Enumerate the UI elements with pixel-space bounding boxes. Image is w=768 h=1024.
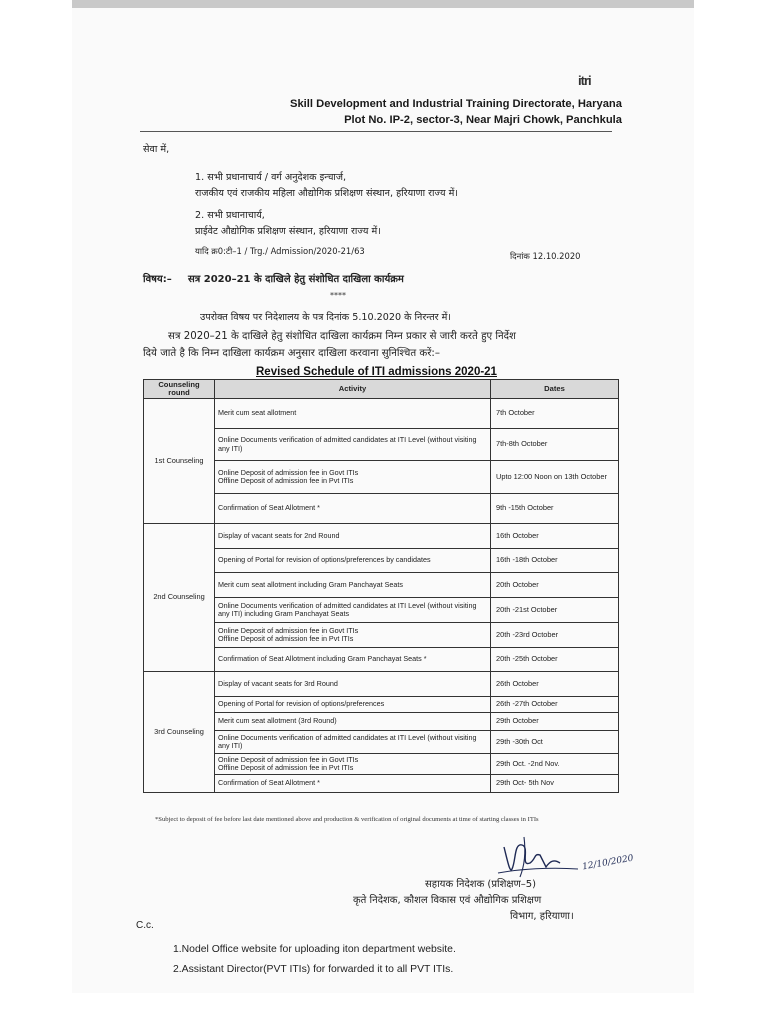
table-row <box>144 731 619 754</box>
logo-text: itri <box>578 73 591 88</box>
recipient-1-line1: 1. सभी प्रधानाचार्य / वर्ग अनुदेशक इन्चार्ज, <box>195 172 347 183</box>
date-cell: 7th-8th October <box>491 429 619 461</box>
viewer-top-bar <box>72 0 694 8</box>
activity-cell: Confirmation of Seat Allotment * <box>215 775 491 793</box>
subject-label: विषय:– <box>143 274 172 285</box>
header-dates: Dates <box>491 380 619 399</box>
activity-cell: Display of vacant seats for 3rd Round <box>215 672 491 697</box>
table-row <box>144 573 619 598</box>
table-row <box>144 672 619 697</box>
table-row <box>144 494 619 524</box>
subject-text: सत्र 2020–21 के दाखिले हेतु संशोधित दाखिला कार्यक्रम <box>188 274 404 285</box>
schedule-footnote: *Subject to deposit of fee before last date mentioned above and production & verification of original documents at time of starting classes in ITIs <box>155 816 539 823</box>
activity-cell: Online Deposit of admission fee in Govt ITIs Offline Deposit of admission fee in Pvt ITIs <box>215 623 491 648</box>
table-row <box>144 598 619 623</box>
itri-logo <box>578 70 614 88</box>
table-row <box>144 623 619 648</box>
paragraph-1: उपरोक्त विषय पर निदेशालय के पत्र दिनांक 5.10.2020 के निरन्तर में। <box>200 312 452 323</box>
activity-cell: Display of vacant seats for 2nd Round <box>215 524 491 549</box>
date-cell: 20th -25th October <box>491 648 619 672</box>
table-row <box>144 648 619 672</box>
schedule-title: Revised Schedule of ITI admissions 2020-21 <box>256 366 497 378</box>
letterhead <box>290 96 622 128</box>
letter-date: दिनांक 12.10.2020 <box>510 251 581 261</box>
activity-cell: Merit cum seat allotment including Gram Panchayat Seats <box>215 573 491 598</box>
table-row <box>144 775 619 793</box>
date-cell: 26th -27th October <box>491 697 619 713</box>
activity-cell: Merit cum seat allotment (3rd Round) <box>215 713 491 731</box>
date-cell: 16th October <box>491 524 619 549</box>
paragraph-2-line2: दिये जाते है कि निम्न दाखिला कार्यक्रम अनुसार दाखिला करवाना सुनिश्चित करें:– <box>143 348 440 359</box>
date-cell: 29th -30th Oct <box>491 731 619 754</box>
round-cell: 2nd Counseling <box>144 524 215 672</box>
activity-cell: Online Documents verification of admitted candidates at ITI Level (without visiting any ITI) <box>215 429 491 461</box>
date-cell: 26th October <box>491 672 619 697</box>
letterhead-divider <box>140 131 612 132</box>
table-row <box>144 524 619 549</box>
date-cell: 20th -21st October <box>491 598 619 623</box>
date-cell: 16th -18th October <box>491 549 619 573</box>
round-cell: 3rd Counseling <box>144 672 215 793</box>
memo-number: यादि क्र0:टी–1 / Trg./ Admission/2020-21/63 <box>195 246 365 256</box>
cc-item-2: 2.Assistant Director(PVT ITIs) for forwarded it to all PVT ITIs. <box>173 964 454 975</box>
header-round: Counseling round <box>144 380 215 399</box>
table-row <box>144 754 619 775</box>
org-name: Skill Development and Industrial Training Directorate, Haryana <box>290 98 622 110</box>
on-behalf-line2: विभाग, हरियाणा। <box>510 911 574 922</box>
activity-cell: Online Documents verification of admitted candidates at ITI Level (without visiting any ITI) <box>215 731 491 754</box>
admission-schedule-table <box>143 379 619 793</box>
activity-cell: Confirmation of Seat Allotment including Gram Panchayat Seats * <box>215 648 491 672</box>
table-row <box>144 549 619 573</box>
table-row <box>144 713 619 731</box>
activity-cell: Merit cum seat allotment <box>215 399 491 429</box>
date-cell: Upto 12:00 Noon on 13th October <box>491 461 619 494</box>
date-cell: 20th October <box>491 573 619 598</box>
date-cell: 29th Oct- 5th Nov <box>491 775 619 793</box>
signatory-designation: सहायक निदेशक (प्रशिक्षण–5) <box>425 879 537 890</box>
recipient-1-line2: राजकीय एवं राजकीय महिला औद्योगिक प्रशिक्षण संस्थान, हरियाणा राज्य में। <box>195 188 458 199</box>
header-activity: Activity <box>215 380 491 399</box>
table-header-row <box>144 380 619 399</box>
salutation: सेवा में, <box>143 144 170 155</box>
signature-date: 12/10/2020 <box>581 853 635 873</box>
recipient-2-line1: 2. सभी प्रधानाचार्य, <box>195 210 265 221</box>
activity-cell: Online Deposit of admission fee in Govt ITIs Offline Deposit of admission fee in Pvt ITIs <box>215 461 491 494</box>
table-row <box>144 461 619 494</box>
date-cell: 29th Oct. -2nd Nov. <box>491 754 619 775</box>
activity-cell: Confirmation of Seat Allotment * <box>215 494 491 524</box>
date-cell: 7th October <box>491 399 619 429</box>
date-cell: 29th October <box>491 713 619 731</box>
date-cell: 9th -15th October <box>491 494 619 524</box>
paragraph-2-line1: सत्र 2020–21 के दाखिले हेतु संशोधित दाखिला कार्यक्रम निम्न प्रकार से जारी करते हुए निर्देश <box>168 331 516 342</box>
recipient-2-line2: प्राईवेट औद्योगिक प्रशिक्षण संस्थान, हरियाणा राज्य में। <box>195 226 381 237</box>
table-row <box>144 399 619 429</box>
date-cell: 20th -23rd October <box>491 623 619 648</box>
on-behalf-line1: कृते निदेशक, कौशल विकास एवं औद्योगिक प्रशिक्षण <box>353 895 542 906</box>
table-row <box>144 697 619 713</box>
activity-cell: Opening of Portal for revision of options/preferences <box>215 697 491 713</box>
activity-cell: Online Documents verification of admitted candidates at ITI Level (without visiting any ITI) including Gram Panchayat Seats <box>215 598 491 623</box>
cc-item-1: 1.Nodel Office website for uploading iton department website. <box>173 944 456 955</box>
activity-cell: Online Deposit of admission fee in Govt ITIs Offline Deposit of admission fee in Pvt ITIs <box>215 754 491 775</box>
round-cell: 1st Counseling <box>144 399 215 524</box>
table-row <box>144 429 619 461</box>
cc-label: C.c. <box>136 920 154 931</box>
org-address: Plot No. IP-2, sector-3, Near Majri Chowk, Panchkula <box>344 114 622 126</box>
separator-stars: **** <box>330 291 346 300</box>
activity-cell: Opening of Portal for revision of options/preferences by candidates <box>215 549 491 573</box>
